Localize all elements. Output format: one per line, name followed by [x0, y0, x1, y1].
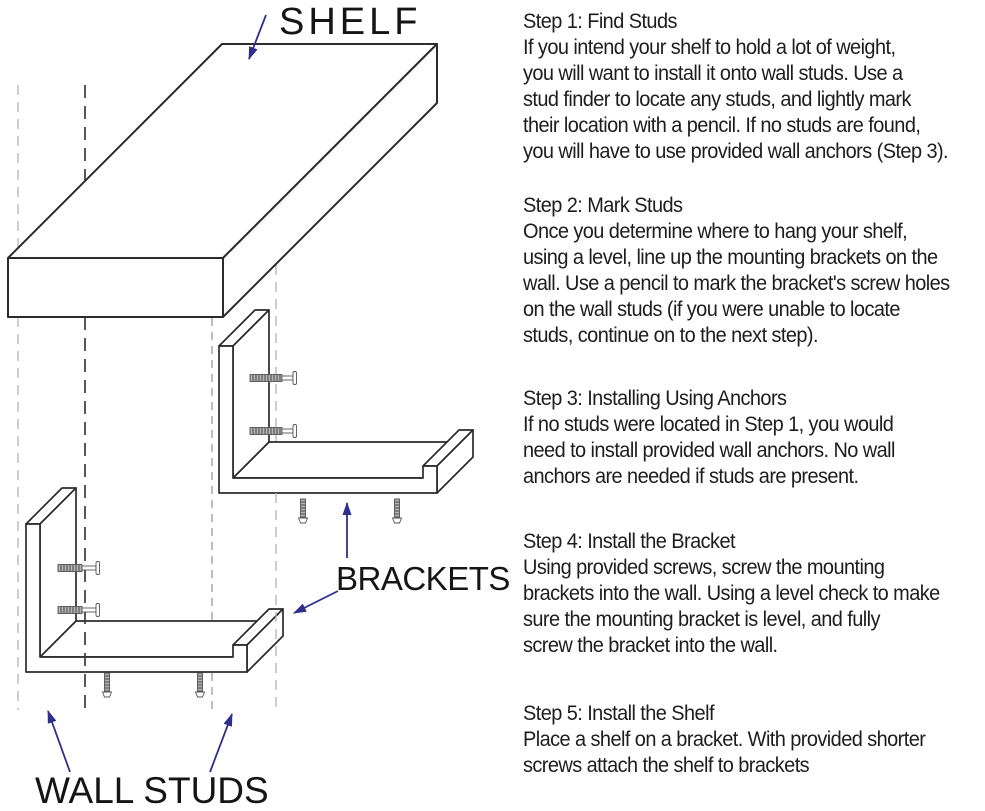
step-1-line: their location with a pencil. If no studs are found,	[523, 114, 921, 137]
brackets-label: BRACKETS	[336, 560, 510, 597]
step-1-block	[523, 9, 948, 165]
step-5-heading: Step 5: Install the Shelf	[523, 702, 714, 725]
step-2-line: on the wall studs (if you were unable to locate	[523, 298, 900, 321]
step-4-heading: Step 4: Install the Bracket	[523, 530, 735, 553]
step-2-line: studs, continue on to the next step).	[523, 324, 818, 347]
step-5-line: screws attach the shelf to brackets	[523, 754, 810, 777]
step-1-line: If you intend your shelf to hold a lot of weight,	[523, 36, 896, 59]
step-2-heading: Step 2: Mark Studs	[523, 194, 683, 217]
step-5-line: Place a shelf on a bracket. With provided shorter	[523, 728, 926, 751]
step-1-line: you will have to use provided wall anchors (Step 3).	[523, 140, 949, 163]
step-4-line: brackets into the wall. Using a level check to make	[523, 582, 940, 605]
step-4-line: screw the bracket into the wall.	[523, 634, 778, 657]
step-2-line: using a level, line up the mounting brackets on the	[523, 246, 938, 269]
step-3-heading: Step 3: Installing Using Anchors	[523, 387, 787, 410]
step-1-line: you will want to install it onto wall studs. Use a	[523, 62, 903, 85]
step-2-block	[523, 193, 950, 349]
step-2-line: Once you determine where to hang your shelf,	[523, 220, 908, 243]
step-1-line: stud finder to locate any studs, and lightly mark	[523, 88, 911, 111]
step-4-line: Using provided screws, screw the mounting	[523, 556, 885, 579]
step-4-line: sure the mounting bracket is level, and fully	[523, 608, 880, 631]
step-1-heading: Step 1: Find Studs	[523, 10, 677, 33]
step-3-line: If no studs were located in Step 1, you would	[523, 413, 894, 436]
step-5-block	[523, 701, 925, 779]
step-3-block	[523, 386, 895, 490]
step-3-line: anchors are needed if studs are present.	[523, 465, 859, 488]
step-2-line: wall. Use a pencil to mark the bracket's screw holes	[523, 272, 950, 295]
step-3-line: need to install provided wall anchors. No wall	[523, 439, 895, 462]
shelf-label: SHELF	[279, 1, 422, 43]
step-4-block	[523, 529, 940, 659]
wall-studs-label: WALL STUDS	[35, 770, 269, 811]
